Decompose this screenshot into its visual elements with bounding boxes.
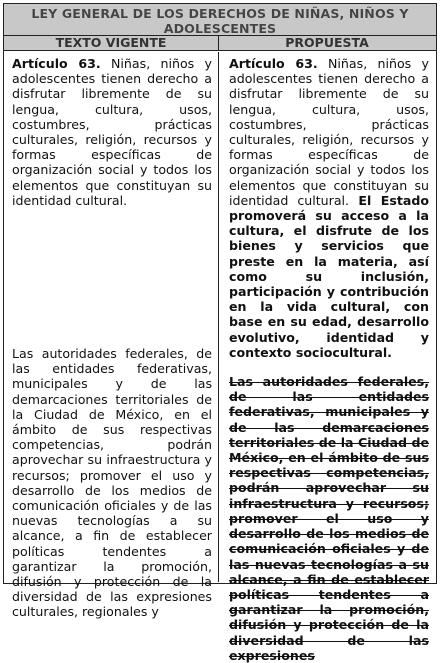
comparison-table <box>3 3 437 663</box>
header-current-text: TEXTO VIGENTE <box>4 36 219 50</box>
current-article-paragraph <box>12 56 212 208</box>
current-authorities-paragraph: Las autoridades federales, de las entidades federativas, municipales y de las demarcaciones territoriales de la Ciudad de México, en el ámbito de sus respectivas competencias, podrán aprovechar su infraestructura y recursos; promover el uso y desarrollo de los medios de comunicación oficiales y de las nuevas tecnologías a su alcance, a fin de establecer políticas tendentes a garantizar la promoción, difusión y protección de la diversidad de las expresiones culturales, regionales y <box>12 346 212 620</box>
proposal-article-label: Artículo 63. <box>229 56 318 71</box>
proposal-column <box>220 52 435 663</box>
proposal-article-text: Niñas, niños y adolescentes tienen derecho a disfrutar libremente de su lengua, cultura, usos, costumbres, prácticas culturales, religión, recursos y formas específicas de organización social y todos los elementos que constituyan su identidad cultural. <box>229 56 430 208</box>
spacer <box>229 360 429 374</box>
table-body <box>4 52 435 663</box>
proposal-added-text: El Estado promoverá su acceso a la cultura, el disfrute de los bienes y servicios que preste en la materia, así como su inclusión, participación y contribución en la vida cultural, con base en su edad, desarrollo evolutivo, identidad y contexto sociocultural. <box>229 192 429 360</box>
table-title <box>4 4 436 36</box>
current-article-label: Artículo 63. <box>12 56 101 71</box>
current-text-column <box>4 52 219 620</box>
current-article-text: Niñas, niños y adolescentes tienen derecho a disfrutar libremente de su lengua, cultura, usos, costumbres, prácticas culturales, religión, recursos y formas específicas de organización social y todos los elementos que constituyan su identidad cultural. <box>12 56 213 208</box>
header-proposal: PROPUESTA <box>285 35 369 50</box>
table-title-line1: LEY GENERAL DE LOS DERECHOS DE NIÑAS, NIÑOS Y <box>31 6 409 21</box>
spacer <box>12 208 212 346</box>
proposal-struck-paragraph: Las autoridades federales, de las entidades federativas, municipales y de las demarcaciones territoriales de la Ciudad de México, en el ámbito de sus respectivas competencias, podrán aprovechar su infraestructura y recursos; promover el uso y desarrollo de los medios de comunicación oficiales y de las nuevas tecnologías a su alcance, a fin de establecer políticas tendentes a garantizar la promoción, difusión y protección de la diversidad de las expresiones <box>229 374 429 663</box>
column-headers <box>4 36 436 51</box>
proposal-article-paragraph <box>229 56 429 360</box>
table-title-line2: ADOLESCENTES <box>163 21 277 36</box>
